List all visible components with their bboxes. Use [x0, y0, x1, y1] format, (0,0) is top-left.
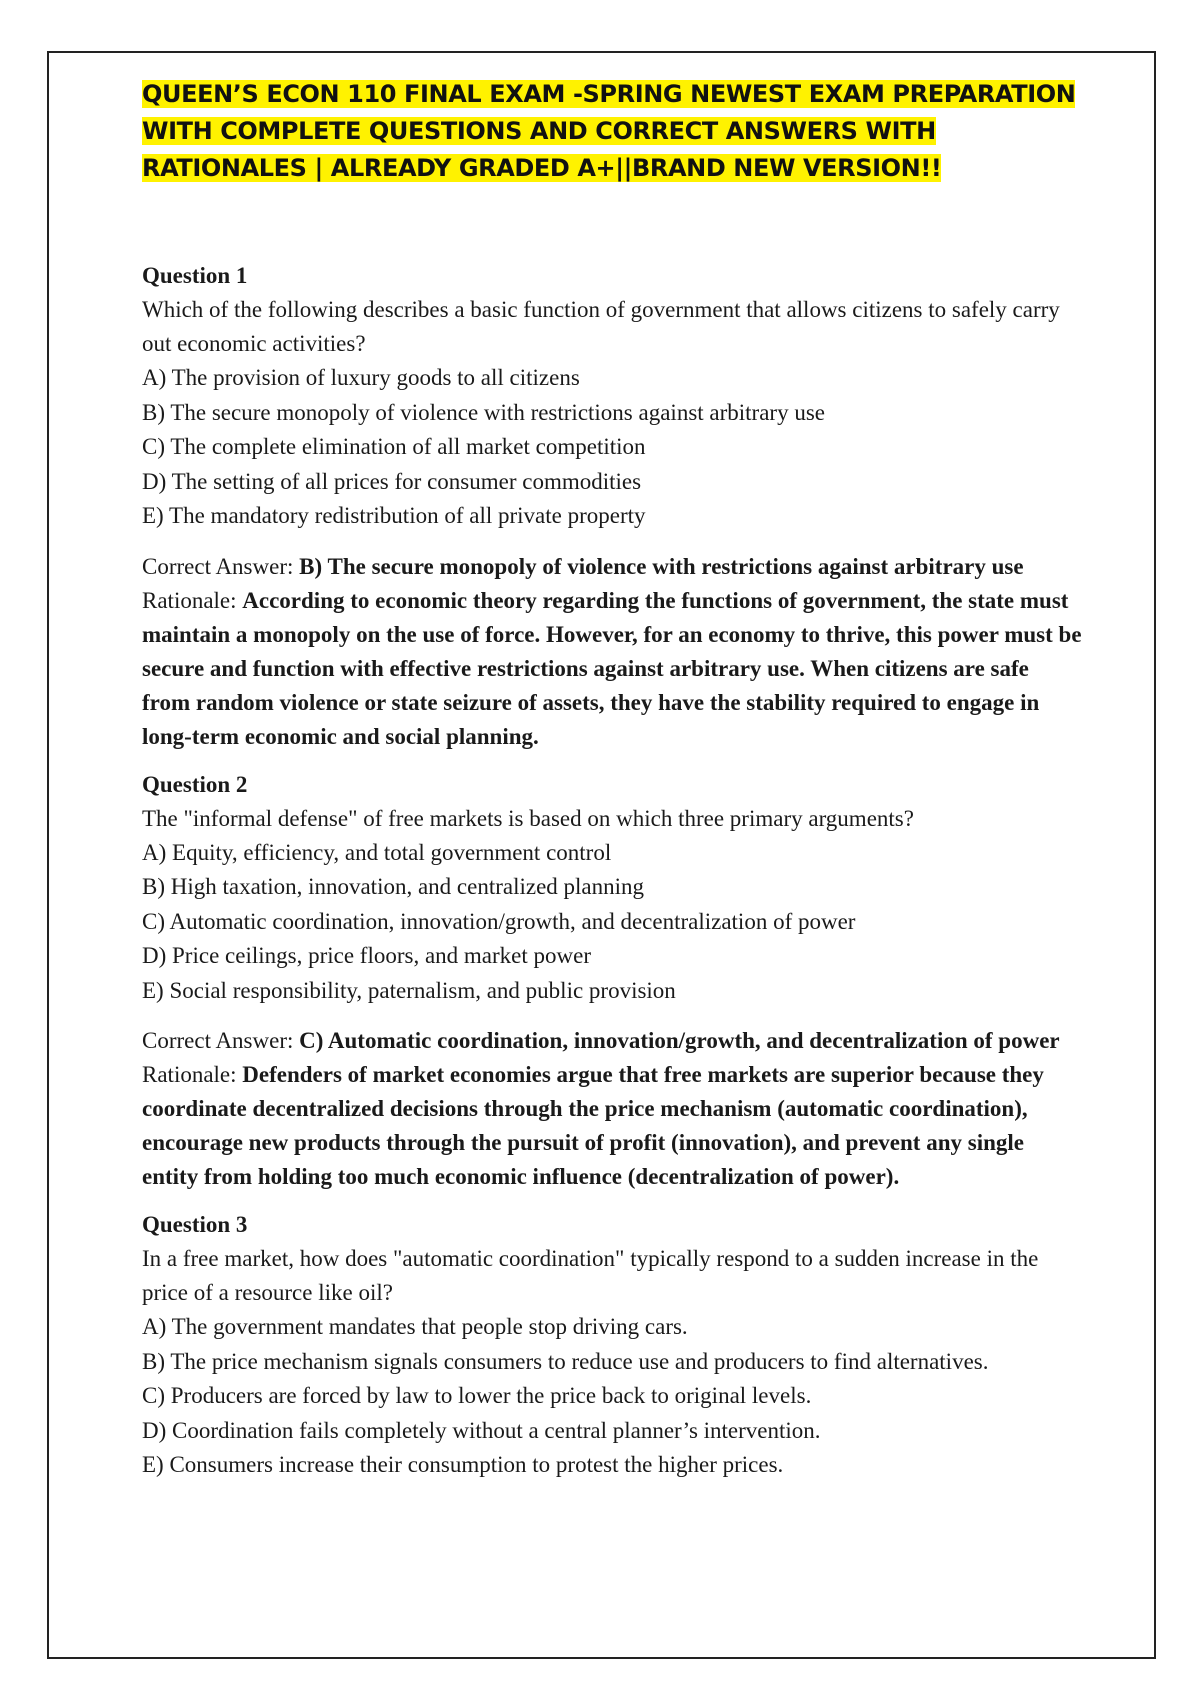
correct-answer-value: C) Automatic coordination, innovation/growth, and decentralization of power	[299, 1028, 1060, 1053]
rationale-text: According to economic theory regarding the functions of government, the state must maintain a monopoly on the use of force. However, for an economy to thrive, this power must be secure and function with effective restrictions against arbitrary use. When citizens are safe from random violence or state seizure of assets, they have the stability required to engage in long-term economic and social planning.	[142, 587, 1082, 749]
correct-answer-value: B) The secure monopoly of violence with restrictions against arbitrary use	[299, 553, 1024, 579]
option-d: D) The setting of all prices for consumer commodities	[142, 468, 642, 494]
title-highlight: QUEEN’S ECON 110 FINAL EXAM -SPRING NEWEST EXAM PREPARATION WITH COMPLETE QUESTIONS AND CORRECT ANSWERS WITH RATIONALES | ALREADY GRADED A+||BRAND NEW VERSION!!	[142, 80, 1076, 182]
question-text: In a free market, how does "automatic coordination" typically respond to a sudden increase in the price of a resource like oil?	[142, 1246, 1039, 1305]
option-a: A) The government mandates that people stop driving cars.	[142, 1314, 688, 1339]
option-a: A) Equity, efficiency, and total government control	[142, 839, 612, 865]
option-c: C) The complete elimination of all market competition	[142, 434, 646, 459]
question-heading: Question 1	[142, 263, 248, 288]
question-heading: Question 2	[142, 771, 248, 797]
rationale-label: Rationale:	[142, 1062, 243, 1087]
correct-answer-label: Correct Answer:	[142, 1028, 300, 1053]
option-b: B) The price mechanism signals consumers to reduce use and producers to find alternatives.	[142, 1348, 989, 1374]
option-c: C) Producers are forced by law to lower the price back to original levels.	[142, 1383, 812, 1408]
document-title	[142, 76, 1082, 187]
option-b: B) High taxation, innovation, and centralized planning	[142, 874, 645, 899]
correct-answer-label: Correct Answer:	[142, 553, 300, 579]
answer-block	[142, 550, 1082, 754]
question-text: The "informal defense" of free markets is based on which three primary arguments?	[142, 805, 914, 831]
option-c: C) Automatic coordination, innovation/growth, and decentralization of power	[142, 908, 856, 934]
option-list	[142, 361, 1082, 534]
question-3	[142, 1208, 1082, 1483]
option-a: A) The provision of luxury goods to all citizens	[142, 365, 580, 390]
rationale-line	[142, 1058, 1082, 1194]
question-2	[142, 768, 1082, 1195]
option-list	[142, 836, 1082, 1009]
option-d: D) Coordination fails completely without a central planner’s intervention.	[142, 1417, 821, 1443]
document-body	[142, 76, 1082, 1483]
correct-answer-line	[142, 550, 1082, 584]
question-heading: Question 3	[142, 1212, 248, 1237]
option-d: D) Price ceilings, price floors, and market power	[142, 943, 591, 968]
option-b: B) The secure monopoly of violence with restrictions against arbitrary use	[142, 399, 825, 425]
option-list	[142, 1310, 1082, 1483]
rationale-label: Rationale:	[142, 587, 243, 613]
rationale-text: Defenders of market economies argue that free markets are superior because they coordinate decentralized decisions through the price mechanism (automatic coordination), encourage new products through the pursuit of profit (innovation), and prevent any single entity from holding too much economic influence (decentralization of power).	[142, 1062, 1044, 1189]
rationale-line	[142, 584, 1082, 754]
option-e: E) The mandatory redistribution of all private property	[142, 503, 646, 528]
correct-answer-line	[142, 1024, 1082, 1058]
option-e: E) Consumers increase their consumption to protest the higher prices.	[142, 1452, 784, 1477]
option-e: E) Social responsibility, paternalism, and public provision	[142, 977, 676, 1003]
answer-block	[142, 1024, 1082, 1194]
question-text: Which of the following describes a basic function of government that allows citizens to safely carry out economic activities?	[142, 297, 1060, 356]
question-1	[142, 259, 1082, 754]
